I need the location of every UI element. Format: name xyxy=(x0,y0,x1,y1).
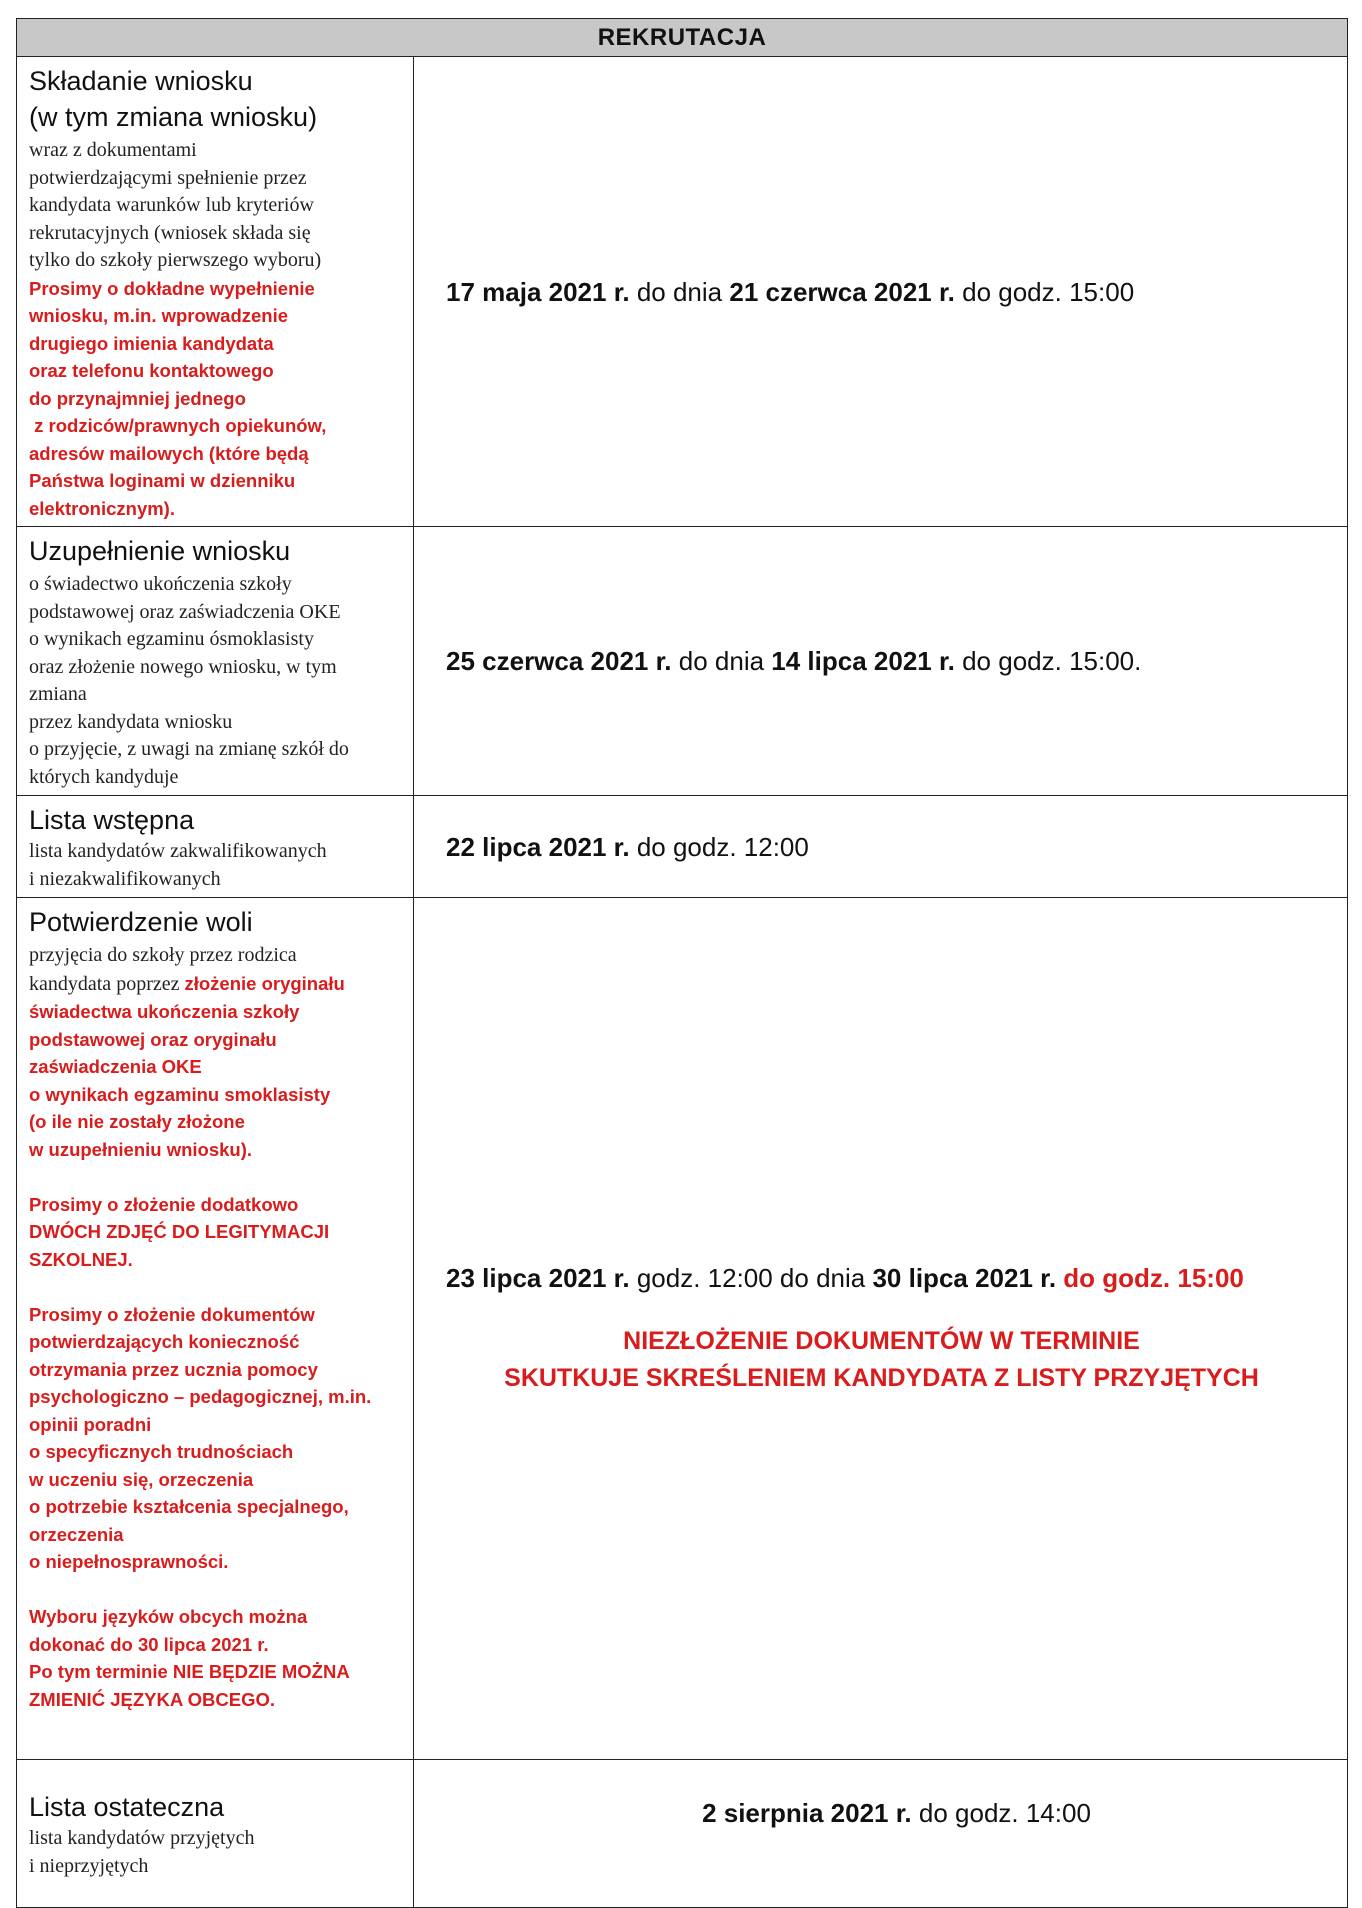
row-desc-line: zmiana xyxy=(29,683,87,705)
row-date: 2 sierpnia 2021 r. do godz. 14:00 xyxy=(702,1797,1091,1828)
row-date-cell xyxy=(414,796,1348,898)
row-desc-line: wraz z dokumentami xyxy=(29,139,197,161)
row-date: 25 czerwca 2021 r. do dnia 14 lipca 2021 r. do godz. 15:00. xyxy=(446,646,1142,676)
row-note-line: zaświadczenia OKE xyxy=(29,1056,202,1077)
row-note-line: (o ile nie zostały złożone xyxy=(29,1111,245,1132)
row-note-line: opinii poradni xyxy=(29,1413,152,1435)
row-title: Potwierdzenie woli xyxy=(29,907,253,937)
row-note-line: drugiego imienia kandydata xyxy=(29,332,274,354)
row-desc-line: lista kandydatów zakwalifikowanych xyxy=(29,840,327,862)
row-description-cell xyxy=(17,796,414,898)
row-date: 22 lipca 2021 r. do godz. 12:00 xyxy=(446,831,809,862)
row-note-line: oraz telefonu kontaktowego xyxy=(29,360,274,381)
row-note-line: DWÓCH ZDJĘĆ DO LEGITYMACJI xyxy=(29,1221,330,1242)
row-note-line: o potrzebie kształcenia specjalnego, xyxy=(29,1496,349,1517)
deadline-warning: NIEZŁOŻENIE DOKUMENTÓW W TERMINIE SKUTKUJE SKREŚLENIEM KANDYDATA Z LISTY PRZYJĘTYCH xyxy=(504,1326,1259,1392)
row-desc-line: oraz złożenie nowego wniosku, w tym xyxy=(29,655,337,678)
row-desc-line: i niezakwalifikowanych xyxy=(29,867,221,890)
row-title: (w tym zmiana wniosku) xyxy=(29,102,318,132)
row-desc-line: o przyjęcie, z uwagi na zmianę szkół do xyxy=(29,738,349,760)
table-header-row xyxy=(17,19,1348,57)
recruitment-table xyxy=(16,18,1348,1908)
row-desc-line: o wynikach egzaminu ósmoklasisty xyxy=(29,628,314,650)
row-date: 23 lipca 2021 r. godz. 12:00 do dnia 30 lipca 2021 r. do godz. 15:00 xyxy=(446,1262,1244,1293)
table-header: REKRUTACJA xyxy=(17,19,1348,57)
row-date-cell xyxy=(414,57,1348,527)
row-note-line: o niepełnosprawności. xyxy=(29,1551,229,1572)
row-date: 17 maja 2021 r. do dnia 21 czerwca 2021 r. do godz. 15:00 xyxy=(446,276,1135,307)
row-note-line: Prosimy o złożenie dodatkowo xyxy=(29,1193,299,1215)
row-desc-line: potwierdzającymi spełnienie przez xyxy=(29,166,307,189)
row-note-line: SZKOLNEJ. xyxy=(29,1248,133,1270)
row-title: Lista ostateczna xyxy=(29,1792,225,1822)
row-description-cell xyxy=(17,898,414,1760)
row-desc-line: kandydata warunków lub kryteriów xyxy=(29,194,314,216)
row-desc-line: i nieprzyjętych xyxy=(29,1854,149,1877)
row-note-line: świadectwa ukończenia szkoły xyxy=(29,1001,300,1022)
row-desc-line: lista kandydatów przyjętych xyxy=(29,1827,255,1849)
row-desc-line: których kandyduje xyxy=(29,765,179,788)
table-row xyxy=(17,527,1348,796)
table-row xyxy=(17,1760,1348,1908)
table-row xyxy=(17,898,1348,1760)
row-note-line: Prosimy o dokładne wypełnienie xyxy=(29,277,315,299)
row-note-line: otrzymania przez ucznia pomocy xyxy=(29,1358,318,1380)
row-desc-line: rekrutacyjnych (wniosek składa się xyxy=(29,221,311,244)
row-description-cell xyxy=(17,57,414,527)
row-note-line: elektronicznym). xyxy=(29,497,175,519)
row-date-cell xyxy=(414,527,1348,796)
row-note-line: w uzupełnieniu wniosku). xyxy=(29,1138,253,1160)
row-desc-line: kandydata poprzez złożenie oryginału xyxy=(29,972,345,995)
row-note-line: orzeczenia xyxy=(29,1523,124,1545)
row-note-line: w uczeniu się, orzeczenia xyxy=(29,1468,254,1490)
row-desc-line: o świadectwo ukończenia szkoły xyxy=(29,573,292,595)
row-desc-line: podstawowej oraz zaświadczenia OKE xyxy=(29,600,341,623)
row-note-line: Państwa loginami w dzienniku xyxy=(29,470,296,491)
row-note-line: adresów mailowych (które będą xyxy=(29,442,309,464)
row-description-cell xyxy=(17,1760,414,1908)
table-row xyxy=(17,57,1348,527)
row-note-line: do przynajmniej jednego xyxy=(29,387,246,409)
row-note-line: z rodziców/prawnych opiekunów, xyxy=(29,415,327,436)
row-note-line: o wynikach egzaminu smoklasisty xyxy=(29,1083,331,1105)
row-title: Składanie wniosku xyxy=(29,66,253,96)
row-date-cell xyxy=(414,898,1348,1760)
row-note-line: ZMIENIĆ JĘZYKA OBCEGO. xyxy=(29,1688,276,1710)
row-note-line: podstawowej oraz oryginału xyxy=(29,1028,277,1050)
row-note-line: o specyficznych trudnościach xyxy=(29,1441,294,1462)
row-date-cell xyxy=(414,1760,1348,1908)
table-row xyxy=(17,796,1348,898)
row-title: Lista wstępna xyxy=(29,805,195,835)
row-desc-line: przyjęcia do szkoły przez rodzica xyxy=(29,944,297,966)
row-note-line: wniosku, m.in. wprowadzenie xyxy=(29,305,289,326)
row-note-line: Po tym terminie NIE BĘDZIE MOŻNA xyxy=(29,1661,350,1682)
row-note-line: psychologiczno – pedagogicznej, m.in. xyxy=(29,1386,372,1407)
row-note-line: Prosimy o złożenie dokumentów xyxy=(29,1303,315,1325)
row-description-cell xyxy=(17,527,414,796)
row-note-line: dokonać do 30 lipca 2021 r. xyxy=(29,1633,269,1655)
row-note-line: potwierdzających konieczność xyxy=(29,1331,300,1352)
row-title: Uzupełnienie wniosku xyxy=(29,536,291,566)
row-note-line: Wyboru języków obcych można xyxy=(29,1606,308,1627)
row-desc-line: tylko do szkoły pierwszego wyboru) xyxy=(29,249,322,271)
row-desc-line: przez kandydata wniosku xyxy=(29,710,233,733)
